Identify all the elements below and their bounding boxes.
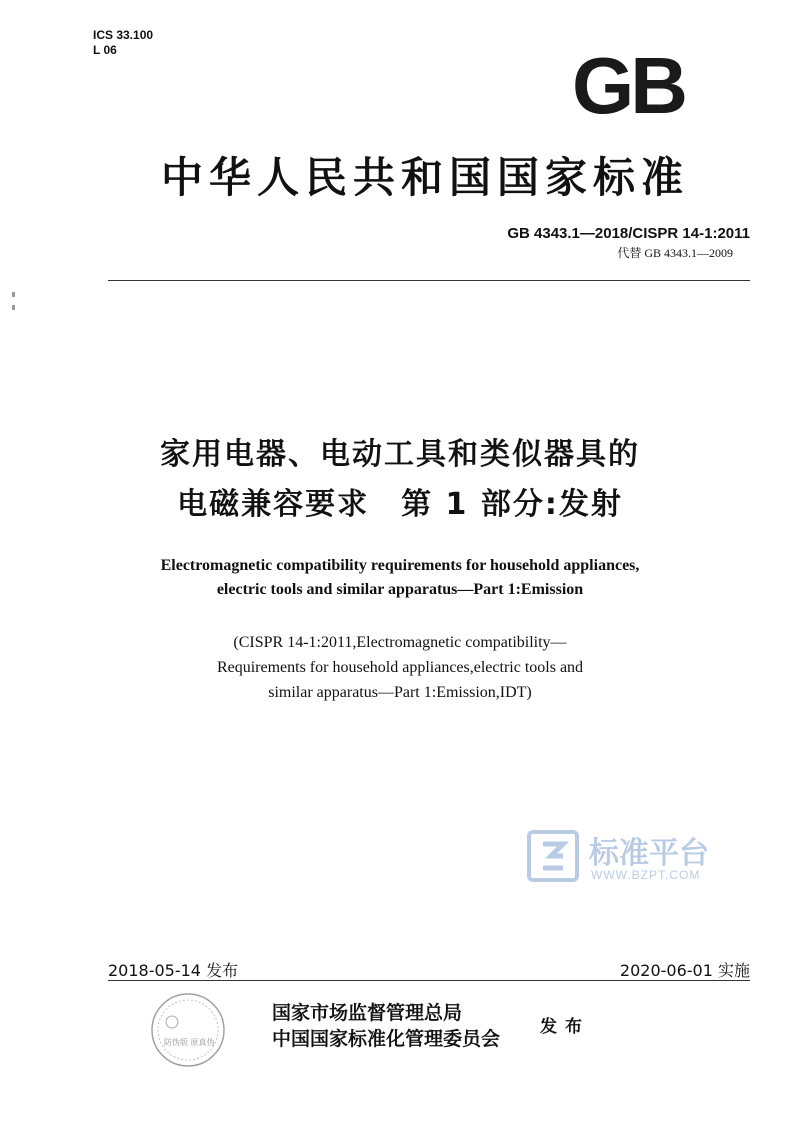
chinese-title-line-1: 家用电器、电动工具和类似器具的 — [160, 437, 640, 472]
classification-codes — [93, 28, 153, 58]
margin-mark — [12, 292, 15, 297]
ics-code: ICS 33.100 — [93, 28, 154, 42]
implementation-date: 2020-06-01 实施 — [619, 961, 750, 980]
english-title — [100, 554, 700, 602]
anti-counterfeit-stamp — [148, 990, 228, 1070]
adoption-line-2: Requirements for household appliances,electric tools and — [216, 659, 584, 676]
chinese-title — [100, 430, 700, 530]
watermark-brand: 标准平台 — [589, 836, 709, 871]
watermark-logo-icon — [527, 830, 579, 882]
english-title-line-2: electric tools and similar apparatus—Part 1:Emission — [216, 581, 584, 598]
issuing-authorities — [272, 1000, 500, 1052]
gb-logo-text: GB — [572, 41, 684, 130]
issuer-line-1: 国家市场监督管理总局 — [272, 1002, 463, 1024]
replaces-note: 代替 GB 4343.1—2009 — [617, 246, 733, 260]
chinese-title-line-2: 电磁兼容要求 第 1 部分:发射 — [177, 487, 623, 522]
stamp-text: 防伪版 原真伪 — [164, 1038, 215, 1047]
issue-date: 2018-05-14 发布 — [108, 961, 239, 980]
bottom-divider — [108, 980, 750, 981]
english-title-line-1: Electromagnetic compatibility requirements for household appliances, — [160, 557, 640, 574]
ccs-code: L 06 — [93, 43, 117, 57]
issuer-line-2: 中国国家标准化管理委员会 — [272, 1028, 501, 1050]
adoption-line-1: (CISPR 14-1:2011,Electromagnetic compatibility— — [233, 634, 567, 651]
margin-mark — [12, 305, 15, 310]
national-standard-title: 中华人民共和国国家标准 — [160, 153, 689, 202]
issue-label: 发布 — [540, 1017, 590, 1037]
watermark-url: WWW.BZPT.COM — [591, 868, 701, 882]
adoption-line-3: similar apparatus—Part 1:Emission,IDT) — [268, 684, 532, 701]
watermark — [527, 828, 737, 888]
adoption-note — [150, 630, 650, 705]
top-divider — [108, 280, 750, 281]
standard-number: GB 4343.1—2018/CISPR 14-1:2011 — [507, 225, 750, 242]
gb-logo — [548, 41, 708, 130]
